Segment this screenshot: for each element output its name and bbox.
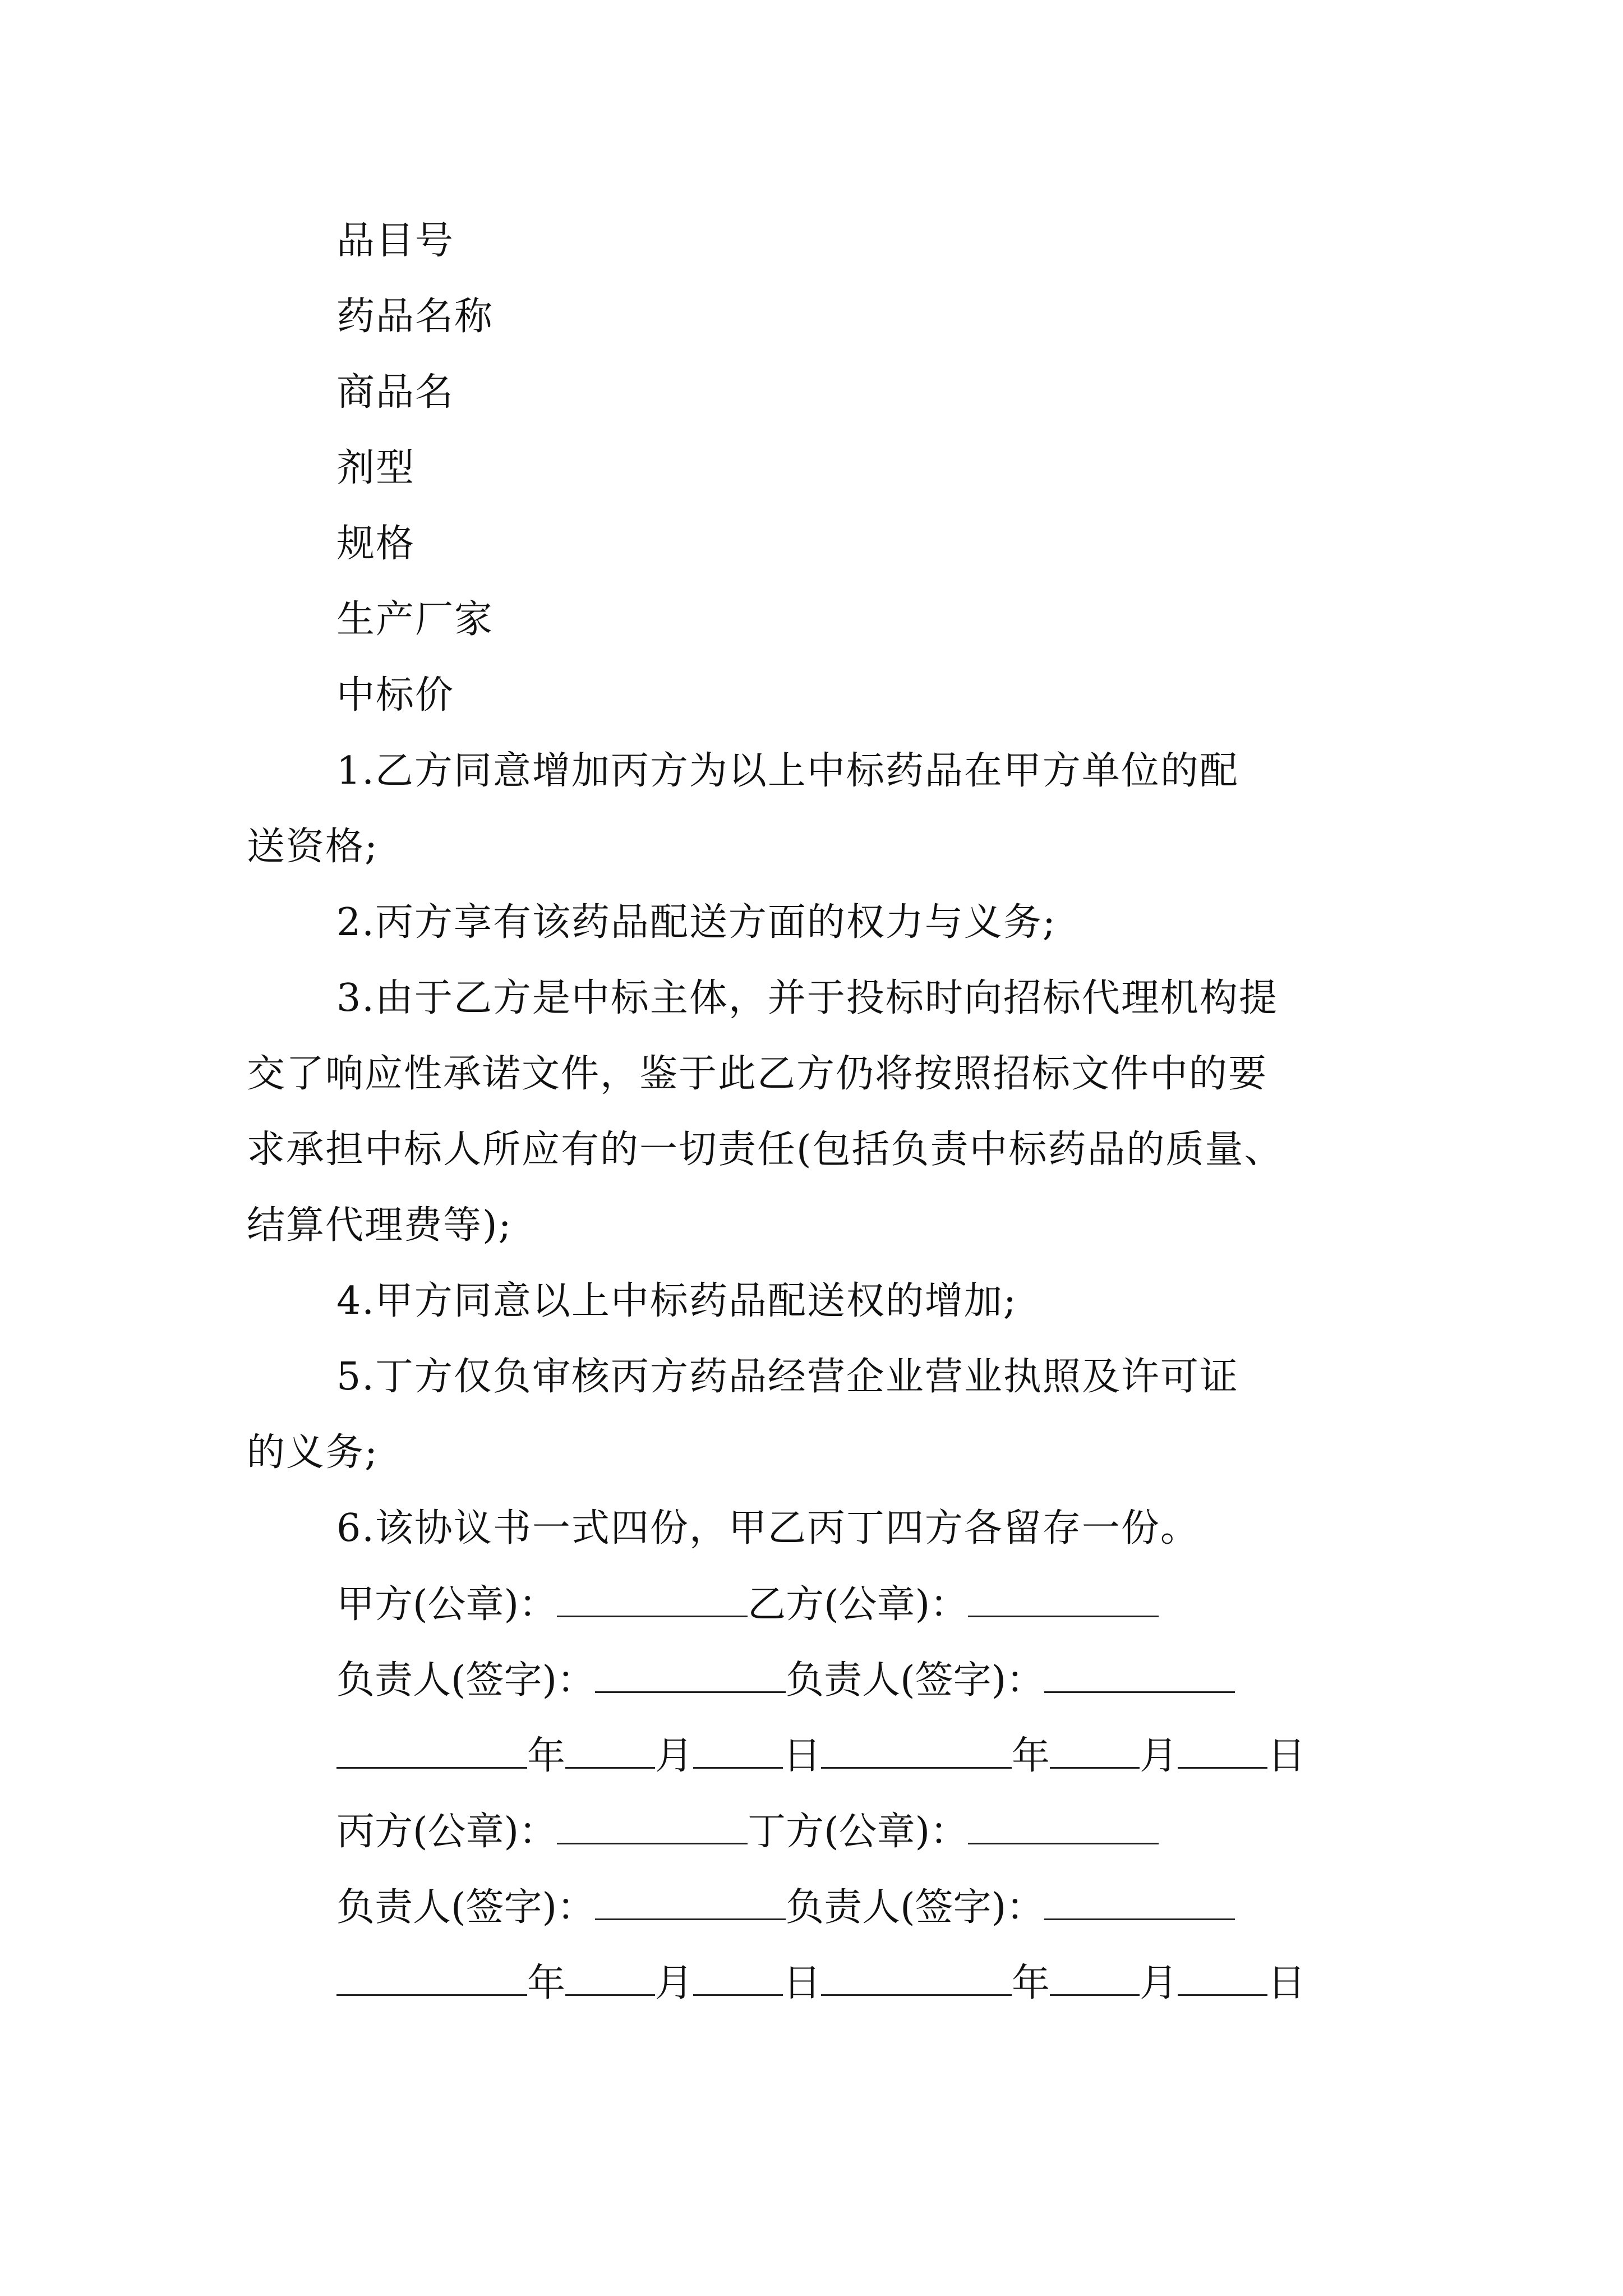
month-label: 月 xyxy=(655,1734,694,1778)
party-a-seal-blank[interactable] xyxy=(557,1582,748,1617)
clause-3-line-2: 交了响应性承诺文件，鉴于此乙方仍将按照招标文件中的要 xyxy=(247,1052,1268,1096)
clause-5-line-2: 的义务; xyxy=(247,1430,379,1475)
day-label: 日 xyxy=(783,1734,822,1778)
month-blank[interactable] xyxy=(565,1961,655,1996)
party-c-label: 丙方(公章)： xyxy=(336,1810,557,1854)
clause-5-line-1: 5.丁方仅负审核丙方药品经营企业营业执照及许可证 xyxy=(336,1355,1239,1399)
responsible-row-cd xyxy=(336,1885,1235,1930)
date-row-cd xyxy=(336,1961,1306,2006)
responsible-d-label: 负责人(签字)： xyxy=(786,1885,1045,1930)
responsible-b-label: 负责人(签字)： xyxy=(786,1658,1045,1703)
day-blank[interactable] xyxy=(693,1961,783,1996)
clause-2-line-1: 2.丙方享有该药品配送方面的权力与义务; xyxy=(336,900,1057,945)
month-blank[interactable] xyxy=(1050,1961,1140,1996)
year-label: 年 xyxy=(1012,1961,1050,2005)
clause-1-line-2: 送资格; xyxy=(247,825,379,869)
spec-label: 规格 xyxy=(336,522,416,566)
party-b-seal-blank[interactable] xyxy=(968,1582,1159,1617)
year-label: 年 xyxy=(527,1734,566,1778)
party-d-seal-blank[interactable] xyxy=(968,1809,1159,1844)
trade-name-label: 商品名 xyxy=(336,370,455,415)
clause-1-line-1: 1.乙方同意增加丙方为以上中标药品在甲方单位的配 xyxy=(336,749,1239,793)
responsible-a-label: 负责人(签字)： xyxy=(336,1658,596,1703)
year-label: 年 xyxy=(1012,1734,1050,1778)
party-b-label: 乙方(公章)： xyxy=(748,1582,969,1627)
year-label: 年 xyxy=(527,1961,566,2005)
drug-name-label: 药品名称 xyxy=(336,295,494,339)
manufacturer-label: 生产厂家 xyxy=(336,597,494,642)
signature-row-cd xyxy=(336,1809,1159,1855)
month-label: 月 xyxy=(1140,1734,1178,1778)
dosage-form-label: 剂型 xyxy=(336,446,416,490)
year-blank[interactable] xyxy=(821,1733,1012,1769)
item-no-label: 品目号 xyxy=(336,219,455,263)
day-blank[interactable] xyxy=(1178,1961,1267,1996)
clause-3-line-4: 结算代理费等); xyxy=(247,1203,513,1248)
year-blank[interactable] xyxy=(821,1961,1012,1996)
clause-4-line-1: 4.甲方同意以上中标药品配送权的增加; xyxy=(336,1279,1017,1323)
bid-price-label: 中标价 xyxy=(336,673,455,717)
clause-3-line-1: 3.由于乙方是中标主体，并于投标时向招标代理机构提 xyxy=(336,976,1278,1020)
day-blank[interactable] xyxy=(693,1733,783,1769)
clause-3-line-3: 求承担中标人所应有的一切责任(包括负责中标药品的质量、 xyxy=(247,1128,1284,1172)
year-blank[interactable] xyxy=(336,1961,527,1996)
responsible-a-blank[interactable] xyxy=(595,1658,786,1693)
date-row-ab xyxy=(336,1733,1306,1779)
responsible-b-blank[interactable] xyxy=(1044,1658,1235,1693)
clause-6-line-1: 6.该协议书一式四份，甲乙丙丁四方各留存一份。 xyxy=(336,1506,1200,1550)
day-label: 日 xyxy=(783,1961,822,2005)
responsible-c-blank[interactable] xyxy=(595,1885,786,1920)
month-blank[interactable] xyxy=(1050,1733,1140,1769)
day-blank[interactable] xyxy=(1178,1733,1267,1769)
day-label: 日 xyxy=(1267,1734,1306,1778)
signature-row-ab xyxy=(336,1582,1159,1627)
responsible-row-ab xyxy=(336,1658,1235,1703)
party-d-label: 丁方(公章)： xyxy=(748,1810,969,1854)
day-label: 日 xyxy=(1267,1961,1306,2005)
month-blank[interactable] xyxy=(565,1733,655,1769)
month-label: 月 xyxy=(1140,1961,1178,2005)
responsible-c-label: 负责人(签字)： xyxy=(336,1885,596,1930)
year-blank[interactable] xyxy=(336,1733,527,1769)
party-a-label: 甲方(公章)： xyxy=(336,1582,557,1627)
party-c-seal-blank[interactable] xyxy=(557,1809,748,1844)
responsible-d-blank[interactable] xyxy=(1044,1885,1235,1920)
month-label: 月 xyxy=(655,1961,694,2005)
